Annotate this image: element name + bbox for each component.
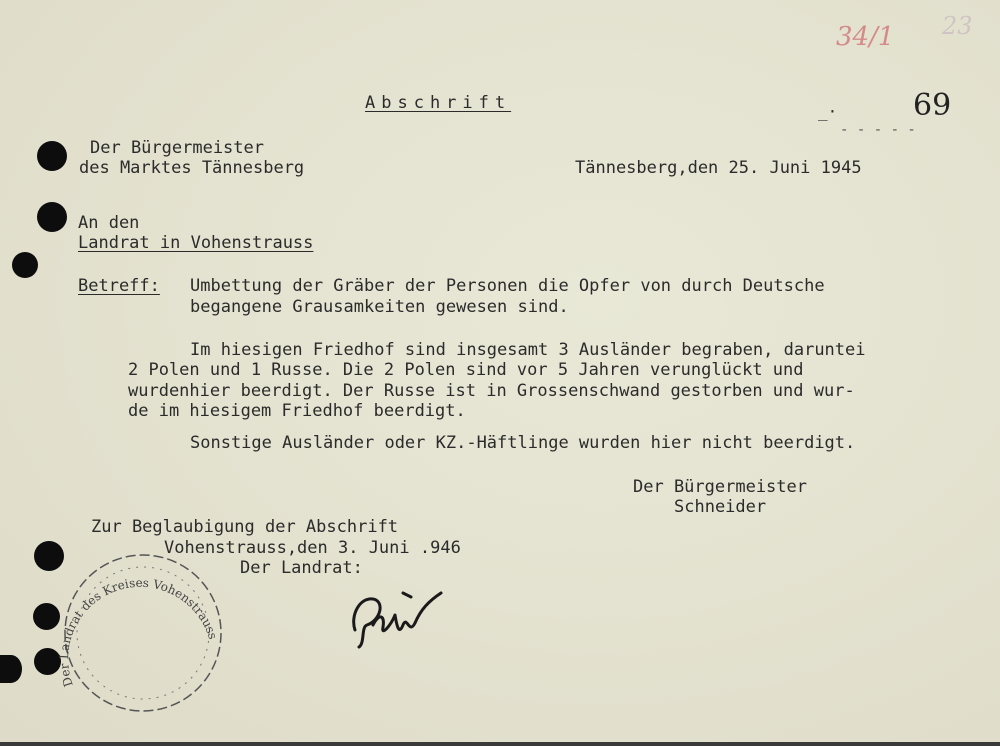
- sender-line-2: des Marktes Tännesberg: [79, 158, 305, 178]
- page-edge: [0, 742, 1000, 746]
- certification-line-1: Zur Beglaubigung der Abschrift: [91, 517, 399, 537]
- certification-line-3: Der Landrat:: [240, 558, 363, 578]
- body-line: Sonstige Ausländer oder KZ.-Häftlinge wurden hier nicht beerdigt.: [190, 433, 856, 453]
- sender-line-1: Der Bürgermeister: [90, 138, 264, 158]
- punch-hole: [37, 202, 67, 232]
- pencil-note-red: 34/1: [836, 22, 895, 52]
- signatory-title: Der Bürgermeister: [633, 477, 807, 497]
- handwritten-signature: [345, 585, 455, 655]
- svg-text:Der Landrat des Kreises Vohens: Der Landrat des Kreises Vohenstrauss: [56, 575, 221, 689]
- document-title: Abschrift: [365, 93, 512, 113]
- folio-number: 69: [913, 88, 952, 123]
- body-line: 2 Polen und 1 Russe. Die 2 Polen sind vor 5 Jahren verunglückt und: [128, 360, 804, 380]
- signatory-name: Schneider: [674, 497, 767, 517]
- pencil-note-gray: 23: [942, 12, 973, 40]
- subject-line-1: Umbettung der Gräber der Personen die Opfer von durch Deutsche: [190, 276, 825, 296]
- certification-line-2: Vohenstrauss,den 3. Juni .946: [164, 538, 461, 558]
- official-stamp: [55, 535, 230, 720]
- folio-underline: - - - - -: [840, 122, 916, 138]
- punch-hole: [12, 252, 38, 278]
- punch-hole: [37, 141, 67, 171]
- folio-dash: _·: [818, 102, 838, 121]
- place-date: Tännesberg,den 25. Juni 1945: [575, 158, 862, 178]
- punch-hole: [0, 655, 22, 683]
- recipient-line-2: Landrat in Vohenstrauss: [78, 233, 314, 253]
- subject-label: Betreff:: [78, 276, 160, 296]
- body-line: de im hiesigem Friedhof beerdigt.: [128, 401, 466, 421]
- recipient-line-1: An den: [78, 213, 140, 233]
- body-line: Im hiesigen Friedhof sind insgesamt 3 Ausländer begraben, daruntei: [190, 340, 866, 360]
- subject-line-2: begangene Grausamkeiten gewesen sind.: [190, 297, 569, 317]
- body-line: wurdenhier beerdigt. Der Russe ist in Grossenschwand gestorben und wur-: [128, 381, 855, 401]
